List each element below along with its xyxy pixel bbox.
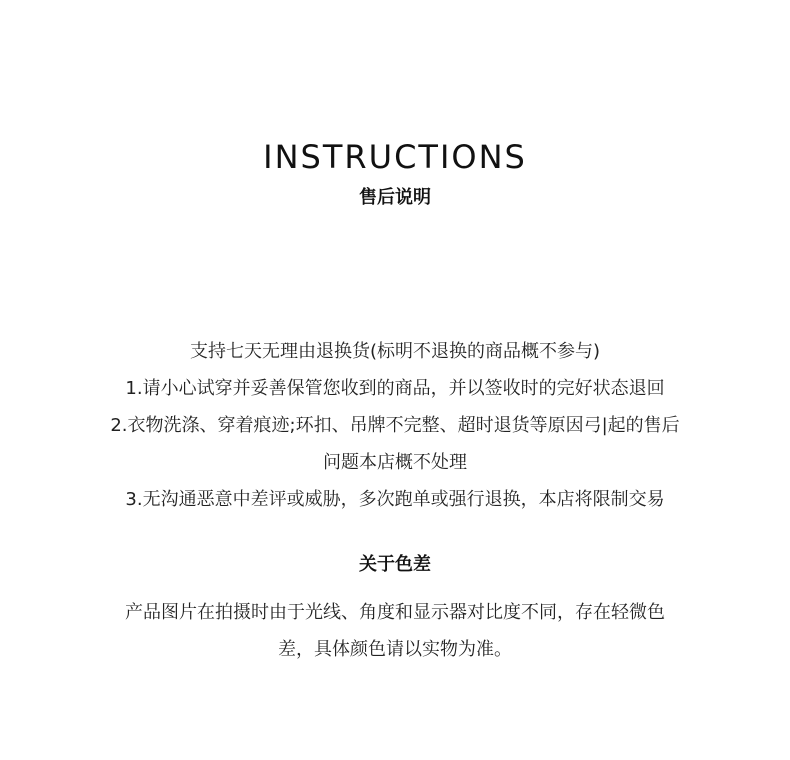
policy-line: 问题本店概不处理 [323, 452, 467, 473]
color-difference-note [0, 594, 790, 668]
policy-line: 1.请小心试穿并妥善保管您收到的商品，并以签收时的完好状态退回 [125, 378, 665, 399]
after-sales-policy [0, 333, 790, 518]
page-subtitle: 售后说明 [359, 187, 431, 208]
color-note-line: 产品图片在拍摄时由于光线、角度和显示器对比度不同，存在轻微色 [125, 602, 665, 623]
policy-line: 2.衣物洗涤、穿着痕迹;环扣、吊牌不完整、超时退货等原因弓|起的售后 [110, 415, 680, 436]
policy-line: 3.无沟通恶意中差评或威胁，多次跑单或强行退换，本店将限制交易 [125, 489, 665, 510]
color-difference-title: 关于色差 [359, 554, 431, 575]
policy-line: 支持七天无理由退换货(标明不退换的商品概不参与) [189, 341, 601, 362]
page-title: INSTRUCTIONS [263, 138, 527, 176]
color-note-line: 差，具体颜色请以实物为准。 [278, 639, 512, 660]
